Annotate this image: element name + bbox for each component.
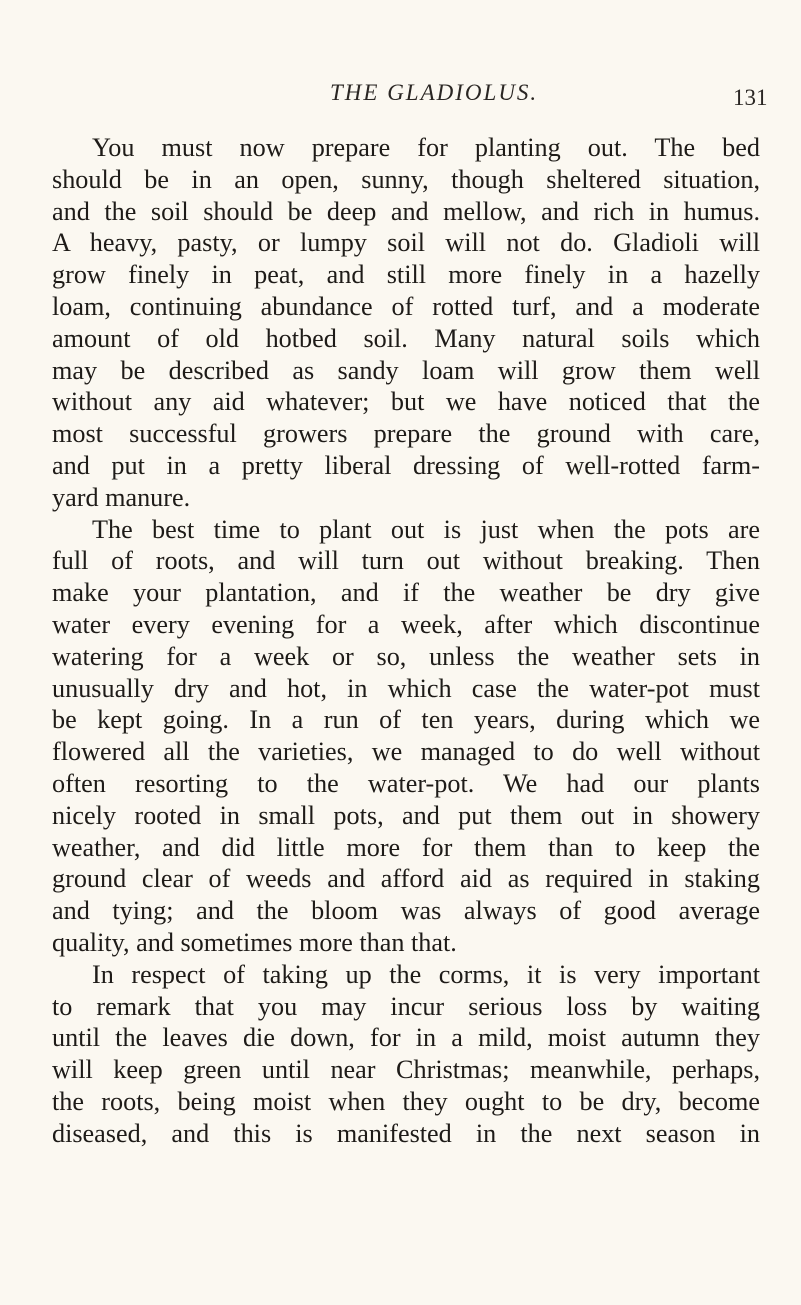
text-line: flowered all the varieties, we managed to do well without [52,737,760,767]
body-text [52,132,760,1150]
text-line: to remark that you may incur serious loss by waiting [52,991,760,1021]
text-line: and the soil should be deep and mellow, and rich in humus. [52,196,760,226]
paragraph-3 [52,959,760,1150]
text-line: In respect of taking up the corms, it is very important [92,959,760,989]
text-line: the roots, being moist when they ought to be dry, become [52,1086,760,1116]
text-line: without any aid whatever; but we have noticed that the [52,387,760,417]
text-line: until the leaves die down, for in a mild, moist autumn they [52,1023,760,1053]
text-line: The best time to plant out is just when the pots are [92,514,760,544]
page-header [0,80,801,120]
text-line: and put in a pretty liberal dressing of well-rotted farm- [52,450,760,480]
text-line: often resorting to the water-pot. We had our plants [52,768,760,798]
text-line: water every evening for a week, after which discontinue [52,609,760,639]
running-title: THE GLADIOLUS. [330,80,539,105]
text-line: unusually dry and hot, in which case the water-pot must [52,673,760,703]
text-line: amount of old hotbed soil. Many natural soils which [52,323,760,353]
text-line: quality, and sometimes more than that. [52,927,457,957]
text-line: should be in an open, sunny, though sheltered situation, [52,164,760,194]
text-line: may be described as sandy loam will grow them well [52,355,760,385]
text-line: will keep green until near Christmas; meanwhile, perhaps, [52,1055,760,1085]
paragraph-1 [52,132,760,514]
text-line: be kept going. In a run of ten years, during which we [52,705,760,735]
text-line: watering for a week or so, unless the weather sets in [52,641,760,671]
text-line: diseased, and this is manifested in the next season in [52,1118,760,1148]
text-line: most successful growers prepare the ground with care, [52,419,760,449]
text-line: nicely rooted in small pots, and put them out in showery [52,800,760,830]
text-line: A heavy, pasty, or lumpy soil will not do. Gladioli will [52,228,760,258]
text-line: make your plantation, and if the weather be dry give [52,578,760,608]
text-line: ground clear of weeds and afford aid as required in staking [52,864,760,894]
paragraph-2 [52,514,760,959]
text-line: yard manure. [52,482,191,512]
page-number: 131 [733,85,768,110]
text-line: and tying; and the bloom was always of good average [52,896,760,926]
text-line: full of roots, and will turn out without breaking. Then [52,546,760,576]
text-line: grow finely in peat, and still more finely in a hazelly [52,260,760,290]
text-line: weather, and did little more for them than to keep the [52,832,760,862]
text-line: loam, continuing abundance of rotted turf, and a moderate [52,291,760,321]
text-line: You must now prepare for planting out. The bed [92,133,760,162]
